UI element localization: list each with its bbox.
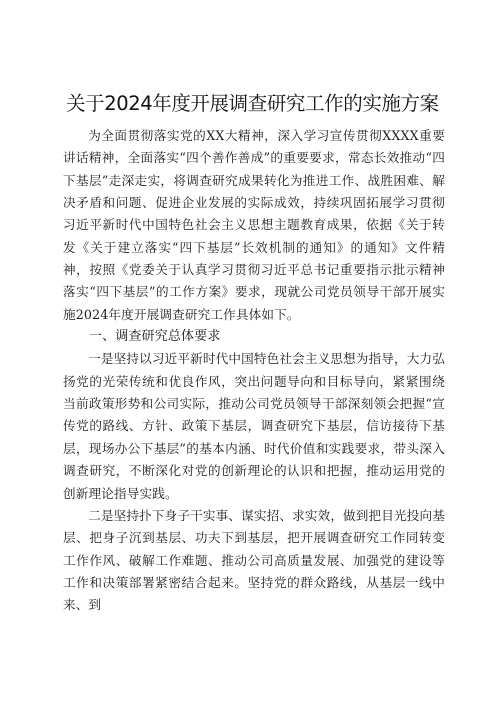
paragraph-first-point: 一是坚持以习近平新时代中国特色社会主义思想为指导，大力弘扬党的光荣传统和优良作风，突出问题导向和目标导向，紧紧围绕当前政策形势和公司实际，推动公司党员领导干部深刻领会把握“宣传党的路线、方针、政策下基层，调查研究下基层，信访接待下基层，现场办公下基层”的基本内涵、时代价值和实践要求，带头深入调查研究，不断深化对党的创新理论的认识和把握，推动运用党的创新理论指导实践。: [63, 351, 446, 501]
document-title: 关于2024年度开展调查研究工作的实施方案: [66, 92, 439, 115]
document-body: [63, 125, 445, 617]
paragraph-second-point: 二是坚持扑下身子干实事、谋实招、求实效，做到把目光投向基层、把身子沉到基层、功夫下到基层，把开展调查研究工作同转变工作作风、破解工作难题、推动公司高质量发展、加强党的建设等工作和决策部署紧密结合起来。坚持党的群众路线，从基层一线中来、到: [63, 507, 446, 613]
section-heading-requirements: 一、调查研究总体要求: [89, 329, 221, 345]
intro-paragraph: 为全面贯彻落实党的XX大精神，深入学习宣传贯彻XXXX重要讲话精神，全面落实“四个善作善成”的重要要求，常态长效推动“四下基层”走深走实，将调查研究成果转化为推进工作、战胜困难、解决矛盾和问题、促进企业发展的实际成效，持续巩固拓展学习贯彻习近平新时代中国特色社会主义思想主题教育成果，依据《关于转发《关于建立落实“四下基层”长效机制的通知》的通知》文件精神，按照《党委关于认真学习贯彻习近平总书记重要指示批示精神落实“四下基层”的工作方案》要求，现就公司党员领导干部开展实施2024年度开展调查研究工作具体如下。: [63, 128, 445, 322]
